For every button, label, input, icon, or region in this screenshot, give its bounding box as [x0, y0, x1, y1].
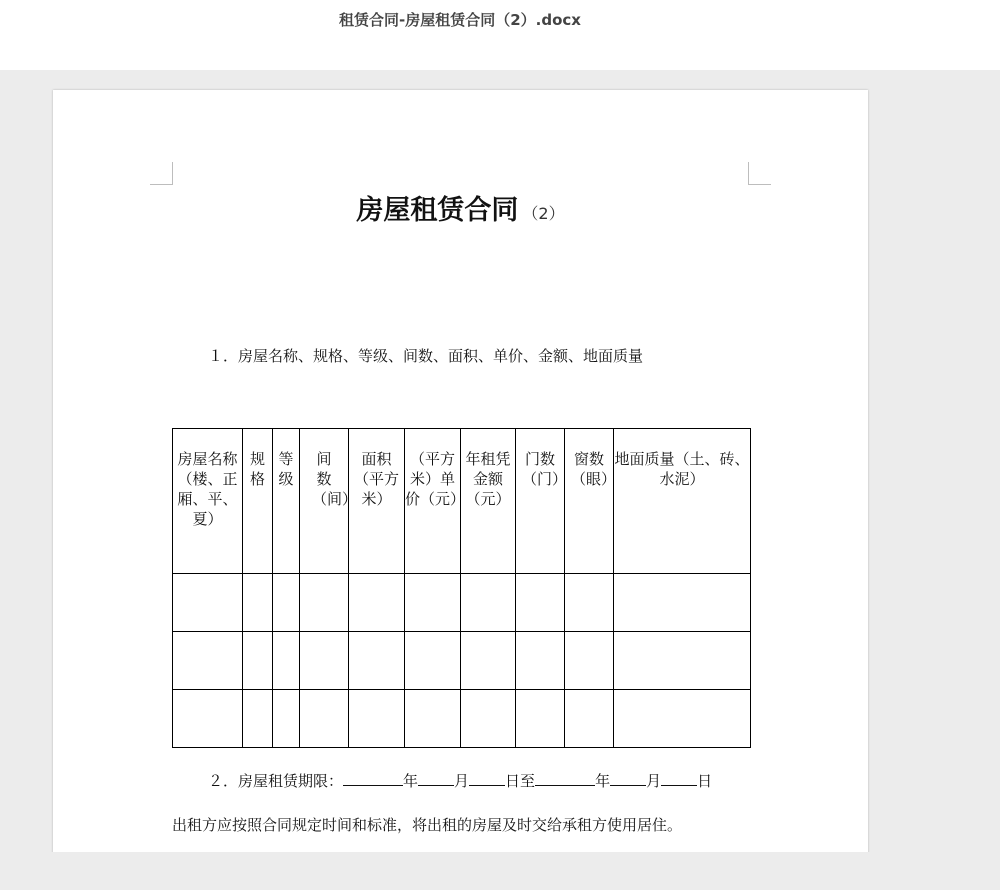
- table-cell[interactable]: [614, 632, 751, 690]
- table-cell[interactable]: [461, 574, 516, 632]
- table-cell[interactable]: [516, 690, 565, 748]
- section-2-lease-term: [208, 770, 712, 791]
- end-day-label: 日: [697, 772, 713, 790]
- header-cell: 面积（平方米）: [349, 429, 405, 574]
- start-year-label: 年: [403, 772, 419, 790]
- contract-title: [53, 188, 868, 227]
- table-cell[interactable]: [405, 690, 461, 748]
- property-table: [172, 428, 751, 748]
- table-cell[interactable]: [461, 632, 516, 690]
- contract-title-text: 房屋租赁合同: [356, 195, 519, 226]
- table-cell[interactable]: [565, 574, 614, 632]
- header-cell: 房屋名称（楼、正厢、平、夏）: [173, 429, 243, 574]
- table-cell[interactable]: [300, 574, 349, 632]
- header-cell: 门数（门）: [516, 429, 565, 574]
- table-cell[interactable]: [173, 632, 243, 690]
- table-cell[interactable]: [516, 632, 565, 690]
- header-cell: 间数（间）: [300, 429, 349, 574]
- table-cell[interactable]: [461, 690, 516, 748]
- document-filename: 租赁合同-房屋租赁合同（2）.docx: [339, 11, 581, 29]
- table-header-row: [173, 429, 751, 574]
- table-cell[interactable]: [243, 690, 273, 748]
- end-year-blank[interactable]: [535, 770, 595, 786]
- delivery-paragraph: 出租方应按照合同规定时间和标准，将出租的房屋及时交给承租方使用居住。: [172, 816, 683, 834]
- margin-marker-top-right: [748, 162, 771, 185]
- bottom-gutter: [0, 852, 1000, 890]
- table-cell[interactable]: [565, 690, 614, 748]
- header-cell: 规格: [243, 429, 273, 574]
- table-cell[interactable]: [173, 574, 243, 632]
- start-day-blank[interactable]: [469, 770, 505, 786]
- lease-term-label: ２．房屋租赁期限：: [208, 772, 344, 790]
- header-cell: 地面质量（土、砖、水泥）: [614, 429, 751, 574]
- table-cell[interactable]: [349, 690, 405, 748]
- start-year-blank[interactable]: [343, 770, 403, 786]
- section-1-heading: １．房屋名称、规格、等级、间数、面积、单价、金额、地面质量: [208, 347, 644, 365]
- header-cell: （平方米）单价（元）: [405, 429, 461, 574]
- header-cell: 窗数（眼）: [565, 429, 614, 574]
- table-cell[interactable]: [614, 690, 751, 748]
- table-cell[interactable]: [516, 574, 565, 632]
- table-cell[interactable]: [300, 632, 349, 690]
- end-year-label: 年: [595, 772, 611, 790]
- table-cell[interactable]: [349, 632, 405, 690]
- document-page: [53, 90, 868, 860]
- table-cell[interactable]: [243, 574, 273, 632]
- table-row: [173, 690, 751, 748]
- title-bar: [0, 0, 1000, 70]
- contract-title-suffix: （2）: [522, 204, 565, 223]
- table-cell[interactable]: [405, 632, 461, 690]
- start-month-label: 月: [454, 772, 470, 790]
- margin-marker-top-left: [150, 162, 173, 185]
- table-cell[interactable]: [405, 574, 461, 632]
- table-cell[interactable]: [300, 690, 349, 748]
- table-cell[interactable]: [349, 574, 405, 632]
- header-cell: 等级: [273, 429, 300, 574]
- end-month-label: 月: [646, 772, 662, 790]
- header-cell: 年租凭金额（元）: [461, 429, 516, 574]
- start-month-blank[interactable]: [418, 770, 454, 786]
- table-cell[interactable]: [614, 574, 751, 632]
- start-day-to-label: 日至: [505, 772, 536, 790]
- end-day-blank[interactable]: [661, 770, 697, 786]
- end-month-blank[interactable]: [610, 770, 646, 786]
- table-cell[interactable]: [273, 690, 300, 748]
- table-cell[interactable]: [243, 632, 273, 690]
- table-row: [173, 632, 751, 690]
- table-cell[interactable]: [273, 632, 300, 690]
- table-cell[interactable]: [565, 632, 614, 690]
- table-row: [173, 574, 751, 632]
- table-cell[interactable]: [273, 574, 300, 632]
- table-cell[interactable]: [173, 690, 243, 748]
